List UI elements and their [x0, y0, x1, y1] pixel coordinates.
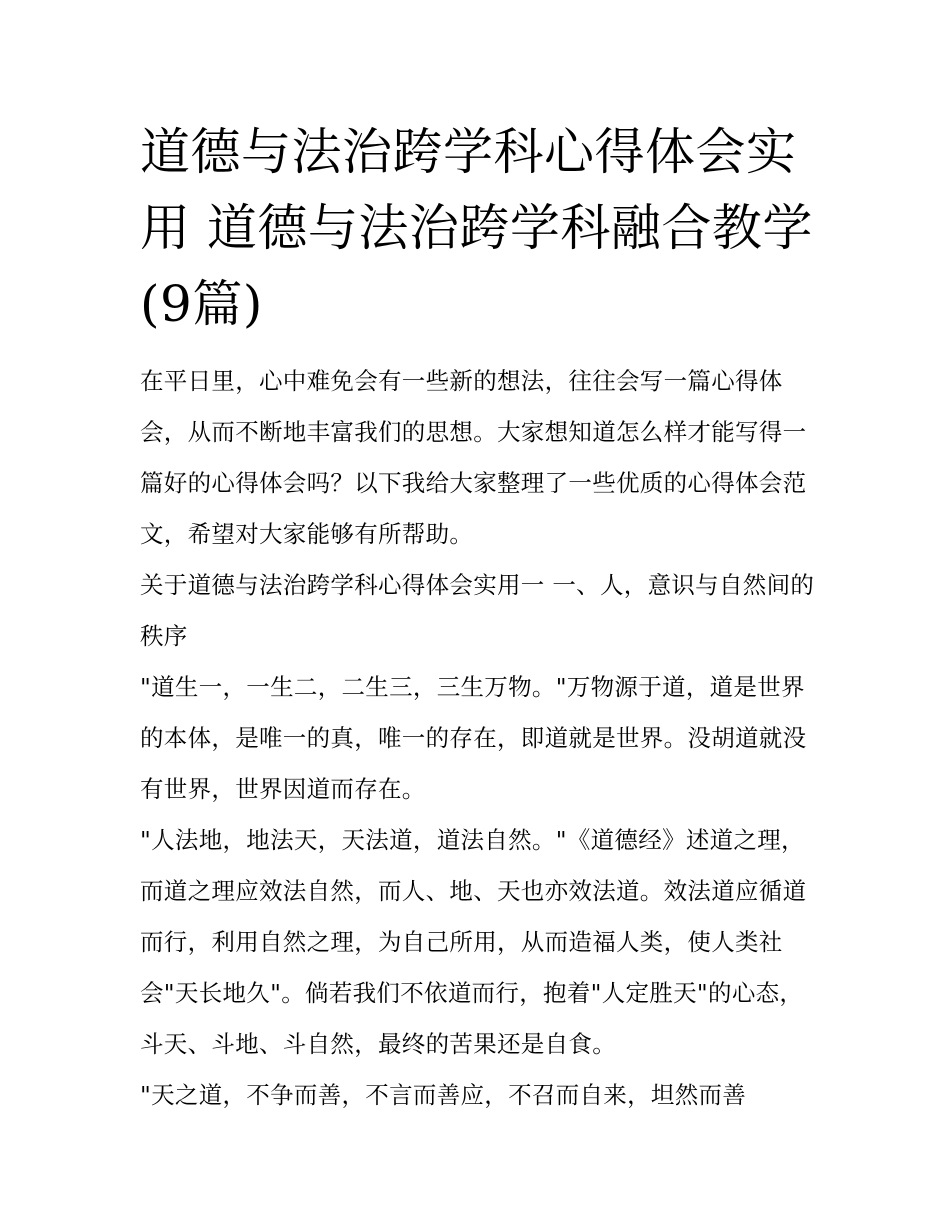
document-title: 道德与法治跨学科心得体会实用 道德与法治跨学科融合教学(9篇): [140, 123, 813, 333]
document-body: [140, 114, 820, 1121]
paragraph-intro: 在平日里，心中难免会有一些新的想法，往往会写一篇心得体会，从而不断地丰富我们的思想。大家想知道怎么样才能写得一篇好的心得体会吗？以下我给大家整理了一些优质的心得体会范文，希望对大家能够有所帮助。: [140, 367, 807, 548]
paragraph-heaven-way: "天之道，不争而善，不言而善应，不召而自来，坦然而善: [140, 1081, 747, 1109]
paragraph-dao-origin: "道生一，一生二，二生三，三生万物。"万物源于道，道是世界的本体，是唯一的真，唯一的存在，即道就是世界。没胡道就没有世界，世界因道而存在。: [140, 673, 807, 803]
paragraph-dao-nature: "人法地，地法天，天法道，道法自然。"《道德经》述道之理，而道之理应效法自然，而人、地、天也亦效法道。效法道应循道而行，利用自然之理，为自己所用，从而造福人类，使人类社会"天长地久"。倘若我们不依道而行，抱着"人定胜天"的心态，斗天、斗地、斗自然，最终的苦果还是自食。: [140, 826, 807, 1058]
paragraph-section-heading: 关于道德与法治跨学科心得体会实用一 一、人，意识与自然间的秩序: [140, 571, 815, 650]
